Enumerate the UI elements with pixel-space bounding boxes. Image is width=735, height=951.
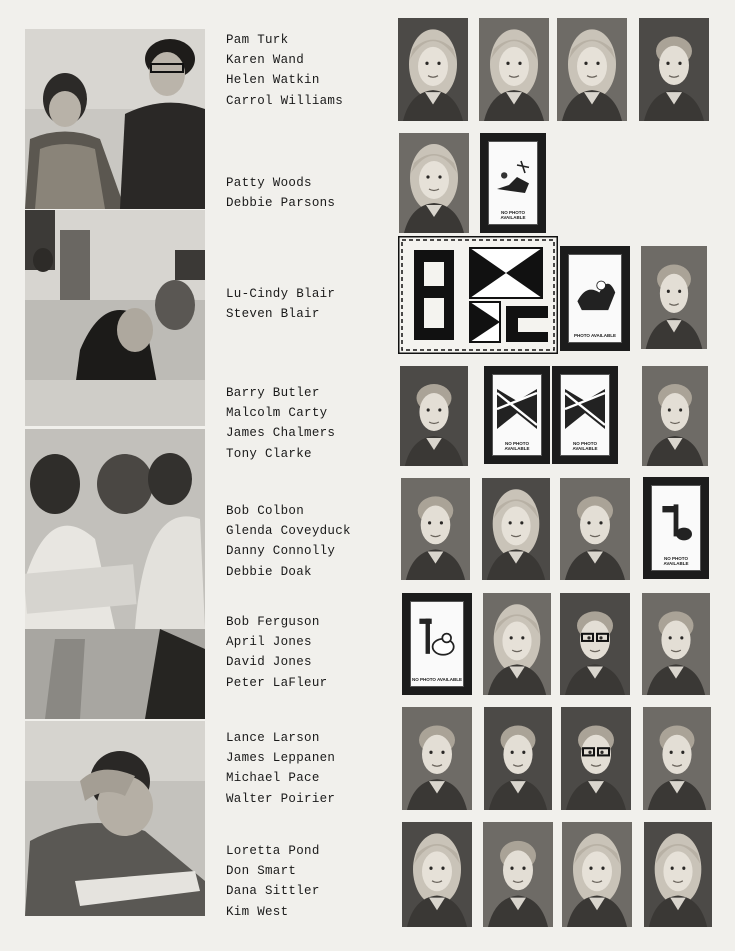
student-name: Helen Watkin [226, 73, 320, 88]
student-portrait [560, 593, 630, 695]
student-name: Walter Poirier [226, 791, 336, 806]
no-photo-placeholder [480, 133, 546, 233]
name-group-7 [226, 728, 386, 809]
student-name: Bob Ferguson [226, 615, 320, 629]
student-name: Bob Colbon [226, 504, 305, 518]
student-name: Dana Sittler [226, 884, 320, 899]
candid-photo-classroom [25, 210, 205, 426]
student-portrait [483, 822, 553, 927]
student-portrait [560, 478, 630, 580]
no-photo-caption: NO PHOTO AVAILABLE [411, 677, 463, 682]
student-portrait [483, 593, 551, 695]
student-portrait [644, 822, 712, 927]
student-portrait [402, 822, 472, 927]
student-portrait [642, 593, 710, 695]
student-portrait [643, 707, 711, 810]
student-portrait [402, 707, 472, 810]
no-photo-placeholder [560, 246, 630, 351]
student-name: Debbie Parsons [226, 196, 336, 211]
no-photo-caption: NO PHOTO AVAILABLE [572, 441, 598, 451]
student-portrait [400, 366, 468, 466]
student-name: Debbie Doak [226, 564, 312, 579]
student-name: James Leppanen [226, 751, 336, 766]
student-portrait [561, 707, 631, 810]
name-group-2 [226, 173, 386, 213]
student-name: David Jones [226, 655, 312, 670]
no-photo-caption: NO PHOTO AVAILABLE [663, 556, 689, 566]
name-group-5 [226, 501, 386, 582]
no-photo-caption: NO PHOTO AVAILABLE [504, 441, 530, 451]
student-name: Kim West [226, 904, 289, 919]
no-photo-placeholder [552, 366, 618, 464]
student-name: April Jones [226, 635, 312, 650]
student-name: Loretta Pond [226, 844, 320, 858]
student-name: Danny Connolly [226, 544, 336, 559]
name-group-8 [226, 841, 386, 922]
student-portrait [557, 18, 627, 121]
name-group-4 [226, 383, 386, 464]
no-photo-placeholder [402, 593, 472, 695]
student-name: Carrol Williams [226, 93, 344, 108]
student-name: Lu-Cindy Blair [226, 287, 336, 301]
student-name: Steven Blair [226, 307, 320, 322]
student-name: James Chalmers [226, 426, 336, 441]
student-portrait [641, 246, 707, 349]
student-name: Lance Larson [226, 731, 320, 745]
student-name: Pam Turk [226, 33, 289, 47]
candid-photo-boy-reading [25, 721, 205, 916]
student-portrait [401, 478, 470, 580]
no-photo-caption: NO PHOTO AVAILABLE [500, 210, 526, 220]
student-portrait [562, 822, 632, 927]
class-8c-logo [398, 236, 558, 354]
name-group-6 [226, 612, 386, 693]
student-portrait [479, 18, 549, 121]
student-name: Tony Clarke [226, 446, 312, 461]
student-portrait [639, 18, 709, 121]
student-name: Don Smart [226, 864, 297, 879]
student-portrait [398, 18, 468, 121]
photo-available-caption: PHOTO AVAILABLE [573, 333, 617, 338]
student-name: Patty Woods [226, 176, 312, 190]
student-portrait [484, 707, 552, 810]
student-name: Glenda Coveyduck [226, 524, 351, 539]
student-name: Karen Wand [226, 53, 305, 68]
student-name: Michael Pace [226, 771, 320, 786]
student-portrait [399, 133, 469, 233]
student-portrait [482, 478, 550, 580]
student-name: Malcolm Carty [226, 406, 328, 421]
student-portrait [642, 366, 708, 466]
student-name: Barry Butler [226, 386, 320, 400]
candid-photo-teachers [25, 29, 205, 209]
name-group-3 [226, 284, 386, 324]
no-photo-placeholder [643, 477, 709, 579]
name-group-1 [226, 30, 386, 111]
candid-photo-group-study [25, 429, 205, 719]
no-photo-placeholder [484, 366, 550, 464]
student-name: Peter LaFleur [226, 675, 328, 690]
